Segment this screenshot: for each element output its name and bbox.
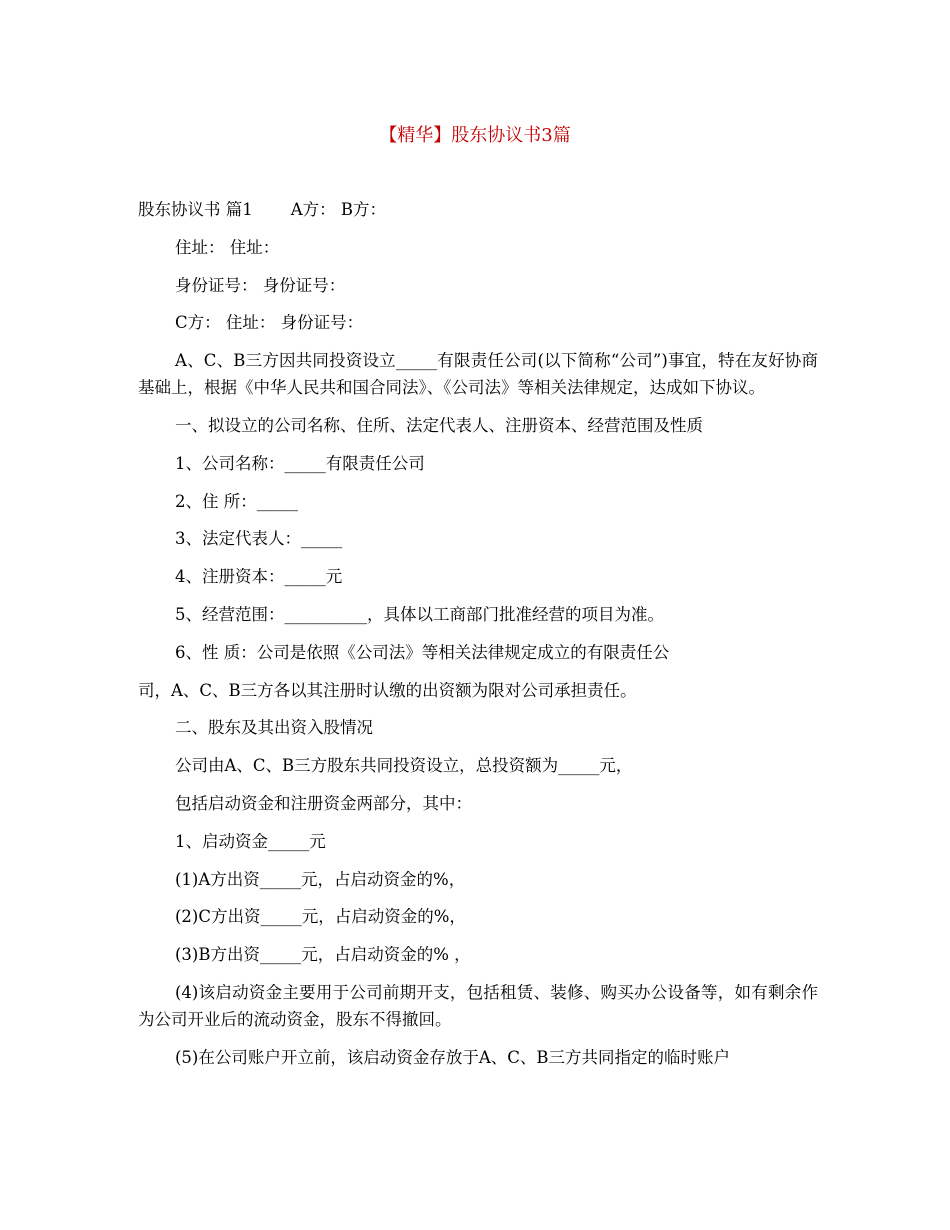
preamble-paragraph: A、C、B三方因共同投资设立_____有限责任公司(以下简称“公司”)事宜，特在友好协商基础上，根据《中华人民共和国合同法》、《公司法》等相关法律规定，达成如下协议。 bbox=[138, 351, 818, 398]
company-nature-continuation: 司，A、C、B三方各以其注册时认缴的出资额为限对公司承担责任。 bbox=[138, 680, 637, 700]
legal-representative-item: 3、法定代表人：_____ bbox=[175, 529, 343, 549]
agreement-heading bbox=[138, 196, 818, 223]
id-number-line: 身份证号： 身份证号： bbox=[175, 275, 346, 295]
party-b-contribution: (3)B方出资_____元，占启动资金的% ， bbox=[175, 945, 471, 965]
party-labels: A方： B方： bbox=[290, 200, 387, 219]
agreement-number: 股东协议书 篇1 bbox=[138, 200, 253, 219]
registered-capital-item: 4、注册资本：_____元 bbox=[175, 567, 343, 587]
startup-capital-item: 1、启动资金_____元 bbox=[175, 831, 326, 851]
section-two-heading: 二、股东及其出资入股情况 bbox=[175, 718, 373, 738]
party-c-contribution: (2)C方出资_____元，占启动资金的%， bbox=[175, 907, 466, 927]
party-a-contribution: (1)A方出资_____元，占启动资金的%， bbox=[175, 869, 466, 889]
startup-capital-usage: (4)该启动资金主要用于公司前期开支，包括租赁、装修、购买办公设备等，如有剩余作为公司开业后的流动资金，股东不得撤回。 bbox=[138, 982, 818, 1029]
section-one-heading: 一、拟设立的公司名称、住所、法定代表人、注册资本、经营范围及性质 bbox=[175, 415, 703, 435]
document-title: 【精华】股东协议书3篇 bbox=[379, 125, 571, 146]
investment-parts-line: 包括启动资金和注册资金两部分，其中： bbox=[175, 793, 472, 813]
address-line: 住址： 住址： bbox=[175, 237, 280, 257]
document-body bbox=[138, 196, 818, 1082]
business-scope-item: 5、经营范围：__________，具体以工商部门批准经营的项目为准。 bbox=[175, 604, 664, 624]
party-c-line: C方： 住址： 身份证号： bbox=[175, 313, 364, 333]
company-address-item: 2、住 所：_____ bbox=[175, 491, 298, 511]
company-name-item: 1、公司名称：_____有限责任公司 bbox=[175, 453, 425, 473]
temporary-account-clause: (5)在公司账户开立前，该启动资金存放于A、C、B三方共同指定的临时账户 bbox=[175, 1047, 731, 1067]
company-nature-item: 6、性 质：公司是依照《公司法》等相关法律规定成立的有限责任公 bbox=[175, 642, 670, 662]
total-investment-line: 公司由A、C、B三方股东共同投资设立，总投资额为_____元， bbox=[175, 756, 633, 776]
